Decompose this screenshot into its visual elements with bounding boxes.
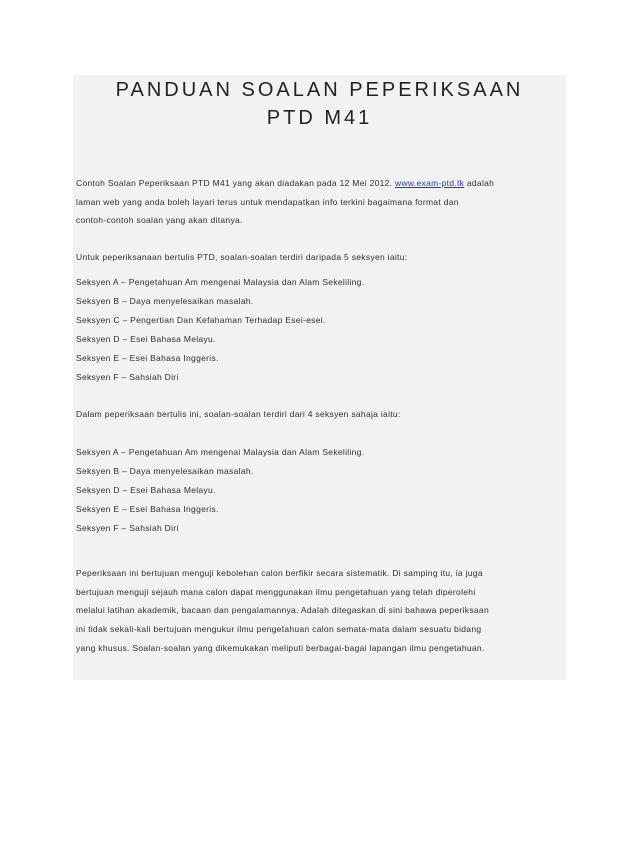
intro-line-3: contoh-contoh soalan yang akan ditanya. — [76, 215, 243, 226]
list-item: Seksyen D – Esei Bahasa Melayu. — [76, 485, 216, 495]
exam-ptd-link[interactable]: www.exam-ptd.tk — [395, 178, 465, 188]
list-item: Seksyen B – Daya menyelesaikan masalah. — [76, 296, 254, 306]
full-exam-section-list — [76, 273, 364, 387]
intro-text-after-link: adalah — [464, 178, 495, 188]
closing-paragraph — [76, 564, 489, 657]
written-exam-lead-text: Dalam peperiksaan bertulis ini, soalan-soalan terdiri dari 4 seksyen sahaja iaitu: — [76, 409, 401, 419]
written-exam-lead — [76, 405, 401, 424]
closing-line: ini tidak sekali-kali bertujuan mengukur ilmu pengetahuan calon semata-mata dalam sesuatu bidang — [76, 624, 482, 635]
list-item: Seksyen E – Esei Bahasa Inggeris. — [76, 504, 219, 514]
full-exam-lead — [76, 248, 407, 267]
written-exam-section-list — [76, 443, 364, 538]
intro-line-2: laman web yang anda boleh layari terus untuk mendapatkan info terkini bagaimana format dan — [76, 196, 459, 207]
intro-line-1 — [76, 174, 494, 193]
list-item: Seksyen B – Daya menyelesaikan masalah. — [76, 466, 254, 476]
closing-line: melalui latihan akademik, bacaan dan pengalamannya. Adalah ditegaskan di sini bahawa peperiksaan — [76, 605, 489, 616]
list-item: Seksyen D – Esei Bahasa Melayu. — [76, 334, 216, 344]
list-item: Seksyen C – Pengertian Dan Kefahaman Terhadap Esei-esei. — [76, 315, 326, 325]
closing-line: Peperiksaan ini bertujuan menguji kebolehan calon berfikir secara sistematik. Di samping itu, ia juga — [76, 568, 483, 578]
list-item: Seksyen E – Esei Bahasa Inggeris. — [76, 353, 219, 363]
list-item: Seksyen F – Sahsiah Diri — [76, 523, 179, 533]
page-title — [73, 76, 566, 132]
full-exam-lead-text: Untuk peperiksanaan bertulis PTD, soalan-soalan terdiri daripada 5 seksyen iaitu: — [76, 252, 408, 262]
closing-line: yang khusus. Soalan-soalan yang dikemukakan meliputi berbagai-bagai lapangan ilmu pengetahuan. — [76, 642, 485, 653]
list-item: Seksyen A – Pengetahuan Am mengenai Malaysia dan Alam Sekeliling. — [76, 447, 365, 457]
intro-text-before-link: Contoh Soalan Peperiksaan PTD M41 yang akan diadakan pada 12 Mei 2012. — [76, 178, 395, 188]
page-title-line-1: PANDUAN SOALAN PEPERIKSAAN — [115, 79, 524, 101]
list-item: Seksyen A – Pengetahuan Am mengenai Malaysia dan Alam Sekeliling. — [76, 277, 365, 287]
page-title-line-2: PTD M41 — [266, 107, 373, 129]
intro-paragraph — [76, 174, 494, 230]
closing-line: bertujuan menguji sejauh mana calon dapat menggunakan ilmu pengetahuan yang telah diperolehi — [76, 586, 476, 597]
list-item: Seksyen F – Sahsiah Diri — [76, 372, 179, 382]
